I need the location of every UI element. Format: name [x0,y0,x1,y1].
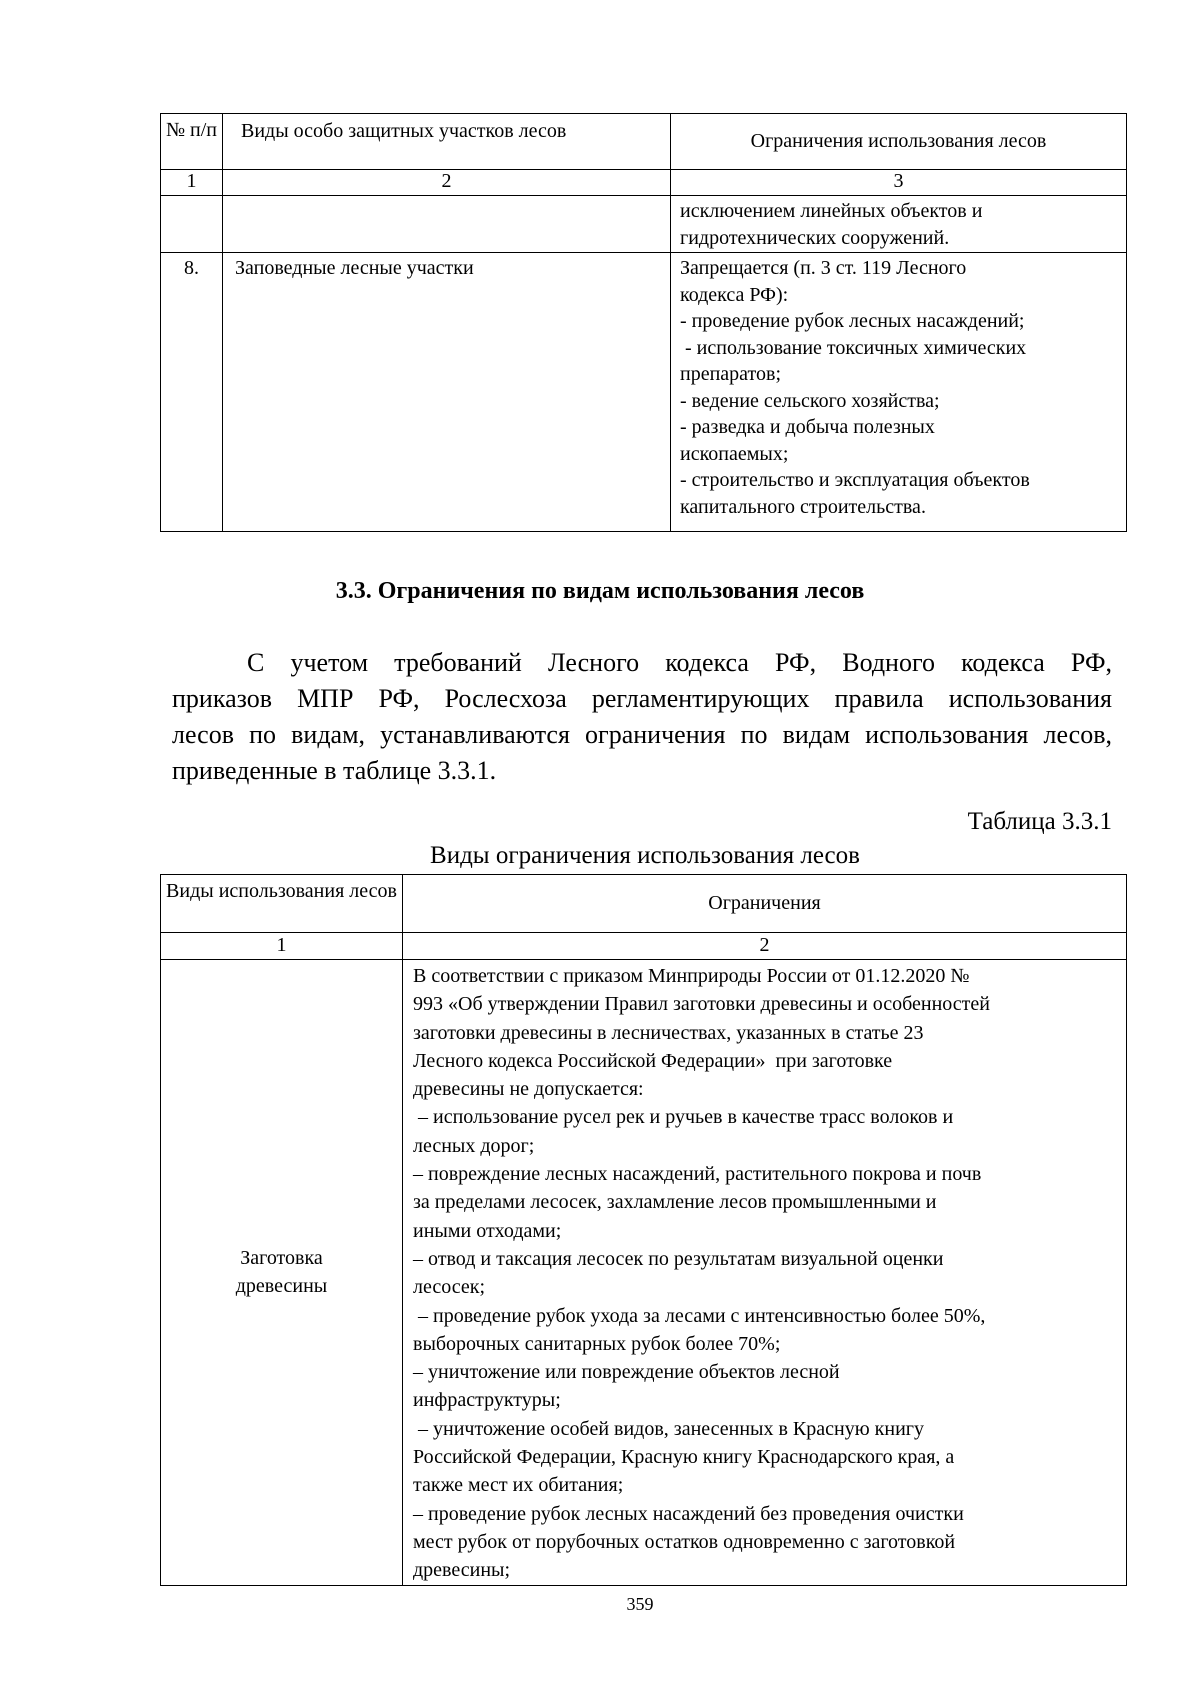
paragraph-line: С учетом требований Лесного кодекса РФ, Водного кодекса РФ, [247,648,1112,677]
text-line: – проведение рубок лесных насаждений без проведения очистки [413,1502,964,1525]
column-number: 1 [161,933,403,960]
protective-areas-table [160,113,1127,532]
use-type-cell [161,960,403,1586]
text-line: ископаемых; [680,442,789,465]
text-line: – проведение рубок ухода за лесами с интенсивностью более 50%, [413,1304,986,1327]
text-line: капитального строительства. [680,495,926,518]
text-line: мест рубок от порубочных остатков одновременно с заготовкой [413,1530,956,1553]
column-number: 3 [671,170,1127,196]
header-area-type: Виды особо защитных участков лесов [223,114,671,170]
empty-cell [161,196,223,253]
column-number: 2 [223,170,671,196]
empty-cell [223,196,671,253]
text-line: препаратов; [680,363,781,385]
header-restrictions: Ограничения [403,875,1127,933]
text-line: 993 «Об утверждении Правил заготовки древесины и особенностей [413,993,990,1016]
forest-use-restrictions-table [160,874,1127,1586]
text-line: заготовки древесины в лесничествах, указанных в статье 23 [413,1021,924,1044]
text-line: за пределами лесосек, захламление лесов промышленными и [413,1191,937,1214]
text-line: – использование русел рек и ручьев в качестве трасс волоков и [413,1106,954,1129]
text-line: гидротехнических сооружений. [680,226,950,249]
text-line: кодекса РФ): [680,283,789,306]
text-line: Российской Федерации, Красную книгу Краснодарского края, а [413,1446,955,1469]
column-number: 2 [403,933,1127,960]
page-number: 359 [626,1594,654,1614]
paragraph-line: приведенные в таблице 3.3.1. [172,756,497,785]
section-heading: 3.3. Ограничения по видам использования лесов [335,578,865,604]
text-line: выборочных санитарных рубок более 70%; [413,1332,781,1355]
text-line: Запрещается (п. 3 ст. 119 Лесного [680,257,967,279]
text-line: - ведение сельского хозяйства; [680,389,940,412]
body-paragraph [172,645,1112,789]
text-line: инфраструктуры; [413,1389,561,1412]
restriction-cell [403,960,1127,1586]
text-line: также мест их обитания; [413,1474,624,1497]
text-line: лесных дорог; [413,1134,535,1157]
column-number-row [161,933,1127,960]
table-header-row [161,114,1127,170]
text-line: лесосек; [413,1276,486,1299]
text-line: – отвод и таксация лесосек по результатам визуальной оценки [413,1247,944,1270]
text-line: – уничтожение или повреждение объектов лесной [413,1361,840,1384]
header-use-type: Виды использования лесов [161,875,403,933]
table-row [161,960,1127,1586]
table-row [161,196,1127,253]
paragraph-line: приказов МПР РФ, Рослесхоза регламентирующих правила использования [172,684,1112,713]
table-header-row [161,875,1127,933]
column-number-row [161,170,1127,196]
paragraph-line: лесов по видам, устанавливаются ограничения по видам использования лесов, [172,720,1112,749]
text-line: исключением линейных объектов и [680,200,983,222]
text-line: - использование токсичных химических [680,336,1027,359]
text-line: В соответствии с приказом Минприроды России от 01.12.2020 № [413,965,970,987]
table-caption: Виды ограничения использования лесов [430,842,860,869]
text-line: Заготовка [240,1247,323,1270]
text-line: иными отходами; [413,1219,562,1242]
column-number: 1 [161,170,223,196]
restriction-cell [671,253,1127,532]
table-row [161,253,1127,532]
text-line: - строительство и эксплуатация объектов [680,469,1030,491]
area-type-name: Заповедные лесные участки [223,253,671,532]
text-line: – повреждение лесных насаждений, растительного покрова и почв [413,1163,982,1186]
text-line: древесины [235,1275,328,1298]
restriction-cell [671,196,1127,253]
table-label: Таблица 3.3.1 [967,808,1112,835]
text-line: Лесного кодекса Российской Федерации» при заготовке [413,1049,893,1072]
text-line: древесины не допускается: [413,1078,644,1101]
text-line: – уничтожение особей видов, занесенных в Красную книгу [413,1417,924,1440]
row-number: 8. [161,253,223,532]
text-line: древесины; [413,1559,511,1582]
text-line: - разведка и добыча полезных [680,416,935,438]
header-restrictions: Ограничения использования лесов [671,114,1127,170]
header-number: № п/п [161,114,223,170]
text-line: - проведение рубок лесных насаждений; [680,310,1025,332]
